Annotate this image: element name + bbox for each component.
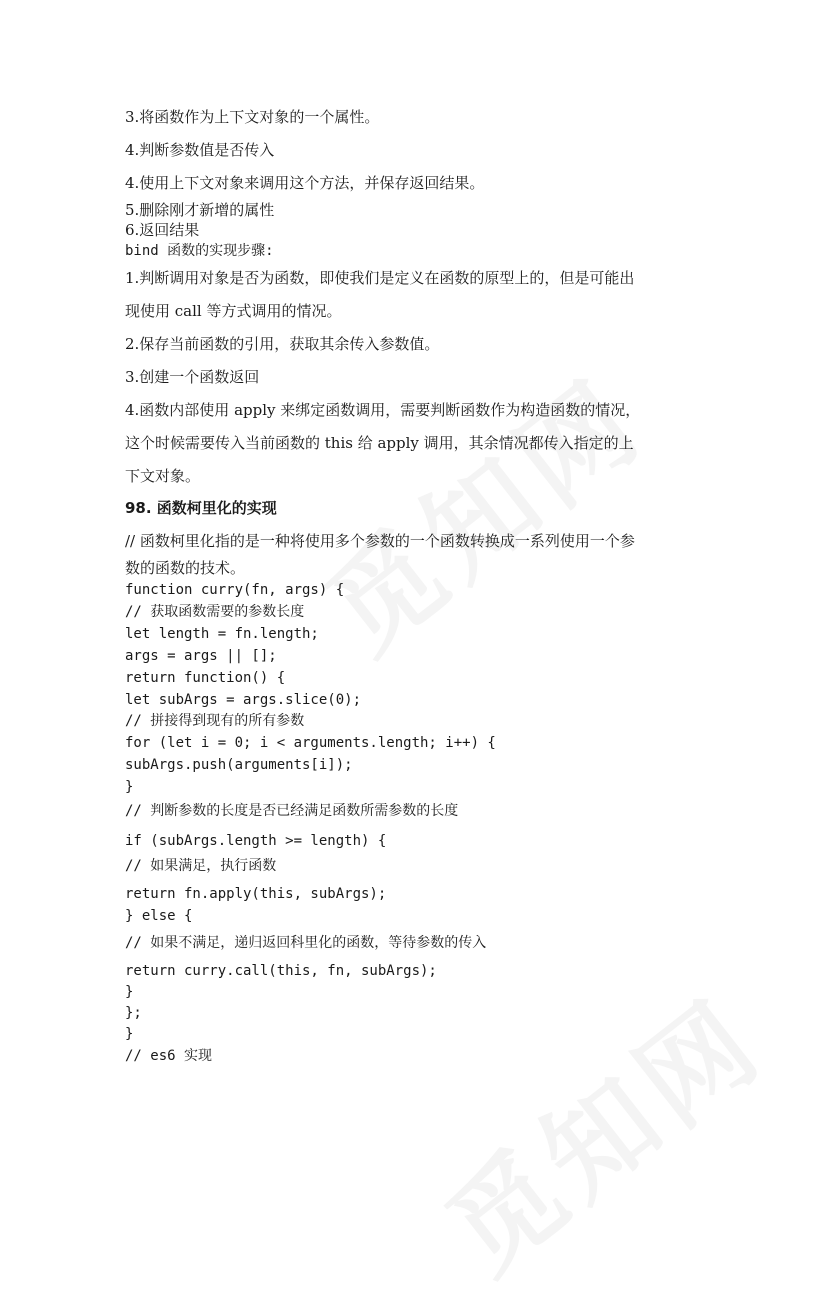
code-line: return curry.call(this, fn, subArgs); [125, 963, 437, 979]
text-line: 现使用 call 等方式调用的情况。 [125, 302, 342, 320]
code-line: if (subArgs.length >= length) { [125, 833, 387, 849]
code-line: let length = fn.length; [125, 626, 319, 642]
text-line: 3.将函数作为上下文对象的一个属性。 [125, 108, 380, 126]
code-line: // 如果满足，执行函数 [125, 858, 277, 874]
code-line: for (let i = 0; i < arguments.length; i++) { [125, 735, 496, 751]
code-line: return function() { [125, 670, 286, 686]
code-line: } [125, 984, 134, 1000]
code-line: // es6 实现 [125, 1048, 213, 1064]
text-line: 4.判断参数值是否传入 [125, 141, 275, 159]
text-line: 3.创建一个函数返回 [125, 368, 260, 386]
text-line: // 函数柯里化指的是一种将使用多个参数的一个函数转换成一系列使用一个参 [125, 532, 635, 550]
text-line: 1.判断调用对象是否为函数，即使我们是定义在函数的原型上的，但是可能出 [125, 269, 635, 287]
text-line: 2.保存当前函数的引用，获取其余传入参数值。 [125, 335, 440, 353]
text-line: 这个时候需要传入当前函数的 this 给 apply 调用，其余情况都传入指定的上 [125, 434, 634, 452]
code-line: } [125, 779, 134, 795]
code-line: // 判断参数的长度是否已经满足函数所需参数的长度 [125, 803, 459, 819]
text-line: 6.返回结果 [125, 221, 200, 239]
code-line: } [125, 1026, 134, 1042]
code-line: }; [125, 1005, 142, 1021]
code-line: let subArgs = args.slice(0); [125, 692, 362, 708]
code-line: } else { [125, 908, 193, 924]
text-line: 下文对象。 [125, 467, 201, 485]
watermark [290, 336, 671, 682]
text-line: 4.函数内部使用 apply 来绑定函数调用，需要判断函数作为构造函数的情况， [125, 401, 641, 419]
text-line: 数的函数的技术。 [125, 559, 246, 577]
code-line: args = args || []; [125, 648, 277, 664]
code-line: function curry(fn, args) { [125, 582, 345, 598]
code-line: // 拼接得到现有的所有参数 [125, 713, 305, 729]
watermark [410, 956, 791, 1302]
code-line: subArgs.push(arguments[i]); [125, 757, 353, 773]
code-line: return fn.apply(this, subArgs); [125, 886, 387, 902]
section-heading: 98. 函数柯里化的实现 [125, 499, 277, 517]
text-line: 5.删除刚才新增的属性 [125, 201, 275, 219]
code-line: // 如果不满足，递归返回科里化的函数，等待参数的传入 [125, 935, 487, 951]
text-line: bind 函数的实现步骤: [125, 243, 274, 259]
code-line: // 获取函数需要的参数长度 [125, 604, 305, 620]
text-line: 4.使用上下文对象来调用这个方法，并保存返回结果。 [125, 174, 485, 192]
